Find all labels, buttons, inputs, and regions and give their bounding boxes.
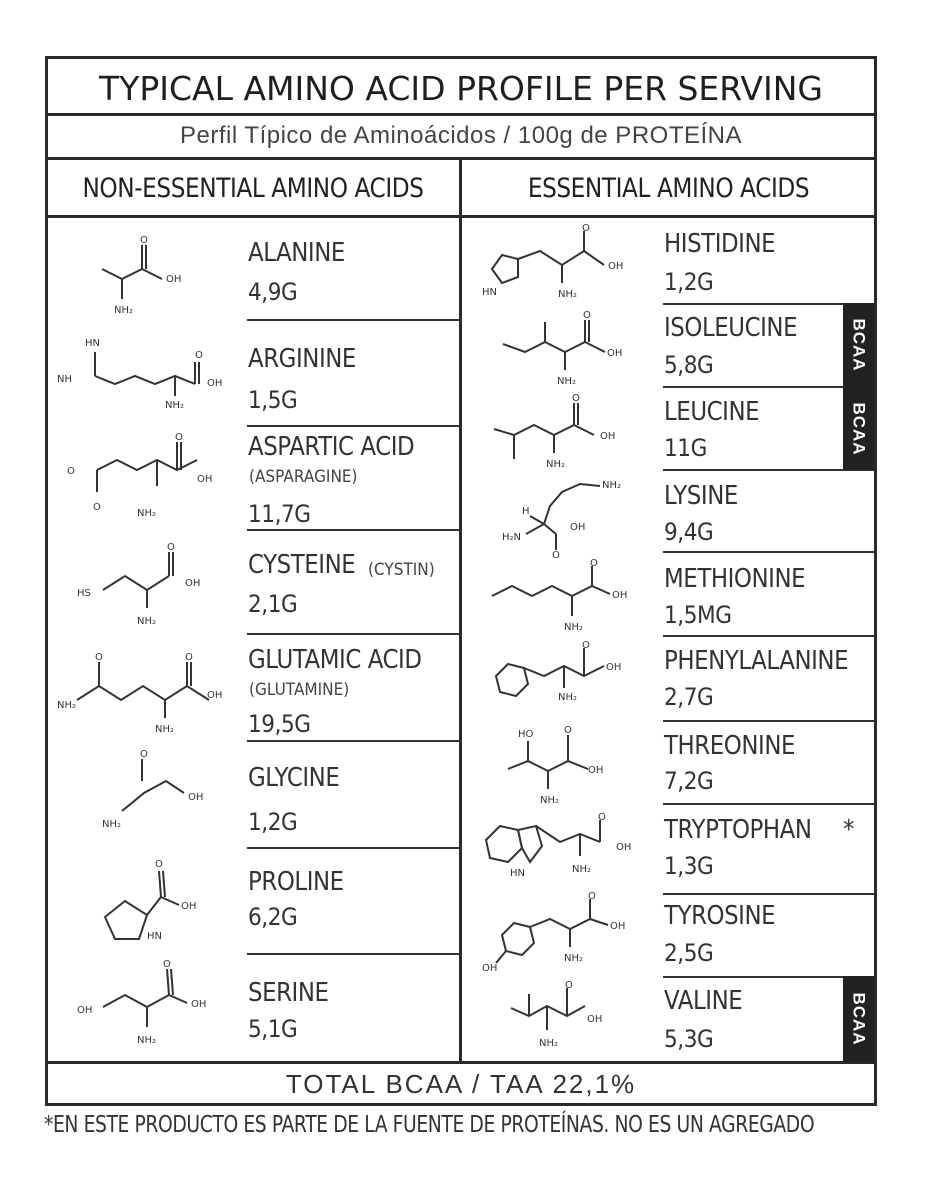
amino-value: 1,5MG (664, 601, 732, 629)
svg-text:O: O (140, 235, 148, 246)
svg-text:OH: OH (587, 1014, 603, 1025)
valine-structure-icon (505, 980, 640, 1060)
amino-subname: (CYSTIN) (368, 560, 435, 580)
svg-text:NH₂: NH₂ (558, 692, 578, 703)
svg-text:OH: OH (612, 590, 628, 601)
leucine-structure-icon (488, 393, 643, 471)
row-divider (247, 847, 459, 849)
svg-text:OH: OH (588, 765, 604, 776)
svg-text:OH: OH (600, 431, 616, 442)
svg-text:OH: OH (166, 274, 182, 285)
tryptophan-structure-icon (480, 812, 645, 892)
svg-text:O: O (67, 466, 75, 477)
amino-value: 6,2G (248, 903, 298, 931)
svg-text:HN: HN (85, 338, 100, 349)
amino-subname: (GLUTAMINE) (249, 680, 350, 700)
svg-text:NH₂: NH₂ (114, 305, 134, 316)
amino-name: SERINE (248, 978, 329, 1008)
svg-text:H₂N: H₂N (502, 532, 522, 543)
svg-text:O: O (155, 859, 163, 870)
svg-text:NH₂: NH₂ (546, 459, 566, 470)
amino-value: 1,3G (664, 852, 714, 880)
svg-text:NH₂: NH₂ (557, 376, 577, 387)
svg-text:O: O (564, 725, 572, 736)
proline-structure-icon (85, 855, 215, 950)
row-divider (663, 803, 874, 805)
svg-text:OH: OH (185, 578, 201, 589)
amino-name: THREONINE (664, 731, 796, 761)
amino-name: ISOLEUCINE (664, 313, 798, 343)
amino-value: 9,4G (664, 518, 714, 546)
row-divider (663, 386, 843, 388)
svg-text:H: H (522, 506, 530, 517)
svg-text:NH₂: NH₂ (155, 724, 175, 735)
essential-heading: ESSENTIAL AMINO ACIDS (527, 172, 810, 204)
column-divider (459, 157, 462, 1062)
total-bcaa: TOTAL BCAA / TAA 22,1% (285, 1068, 637, 1099)
amino-value: 2,5G (664, 939, 714, 967)
aspartic-acid-structure-icon (65, 430, 225, 520)
amino-value: 5,8G (664, 351, 714, 379)
svg-text:OH: OH (181, 901, 197, 912)
serine-structure-icon (75, 955, 225, 1050)
amino-name: ARGININE (248, 344, 356, 374)
bcaa-badge-isoleucine: BCAA (843, 303, 874, 387)
svg-text:NH₂: NH₂ (102, 819, 122, 830)
alanine-structure-icon (90, 233, 200, 318)
row-divider (247, 740, 459, 742)
svg-text:OH: OH (610, 921, 626, 932)
footnote-asterisk: * (843, 815, 854, 845)
histidine-structure-icon (480, 225, 640, 303)
svg-text:HS: HS (77, 588, 91, 599)
svg-text:OH: OH (616, 842, 632, 853)
amino-value: 11,7G (248, 500, 311, 528)
row-divider (247, 425, 459, 427)
amino-name: LEUCINE (664, 397, 760, 427)
amino-name: METHIONINE (664, 564, 806, 594)
row-divider (663, 635, 874, 637)
svg-text:OH: OH (77, 1005, 93, 1016)
svg-text:O: O (95, 652, 103, 663)
amino-value: 7,2G (664, 767, 714, 795)
amino-value: 11G (664, 434, 707, 462)
row-divider (247, 319, 459, 321)
svg-text:OH: OH (197, 474, 213, 485)
svg-text:O: O (167, 542, 175, 553)
amino-value: 2,1G (248, 590, 298, 618)
page-subtitle: Perfil Típico de Aminoácidos / 100g de PROTEÍNA (180, 122, 742, 149)
amino-subname: (ASPARAGINE) (249, 467, 358, 487)
svg-text:O: O (588, 891, 596, 902)
svg-text:OH: OH (608, 261, 624, 272)
amino-name: GLUTAMIC ACID (248, 645, 422, 675)
row-divider (663, 976, 843, 978)
page-title: TYPICAL AMINO ACID PROFILE PER SERVING (99, 68, 823, 108)
svg-text:O: O (175, 432, 183, 443)
svg-text:NH₂: NH₂ (137, 508, 157, 519)
svg-text:O: O (552, 550, 560, 561)
amino-name: ALANINE (248, 238, 345, 268)
row-divider (663, 551, 874, 553)
bcaa-badge-leucine: BCAA (843, 387, 874, 470)
non-essential-heading: NON-ESSENTIAL AMINO ACIDS (82, 172, 424, 204)
bcaa-badge-valine: BCAA (843, 976, 874, 1062)
svg-text:O: O (163, 959, 171, 970)
amino-name: HISTIDINE (664, 229, 776, 259)
svg-text:HN: HN (510, 868, 525, 879)
cysteine-structure-icon (75, 540, 225, 630)
svg-text:O: O (582, 223, 590, 234)
footnote: *EN ESTE PRODUCTO ES PARTE DE LA FUENTE DE PROTEÍNAS. NO ES UN AGREGADO (44, 1112, 815, 1138)
svg-text:NH₂: NH₂ (558, 289, 578, 300)
row-divider (663, 893, 874, 895)
svg-text:O: O (598, 812, 606, 823)
svg-text:OH: OH (607, 348, 623, 359)
amino-name: GLYCINE (248, 763, 340, 793)
methionine-structure-icon (488, 560, 638, 638)
amino-name: VALINE (664, 986, 743, 1016)
svg-text:OH: OH (207, 690, 223, 701)
svg-text:O: O (565, 980, 573, 991)
glycine-structure-icon (100, 745, 210, 840)
svg-text:NH₂: NH₂ (540, 795, 560, 806)
amino-name: ASPARTIC ACID (248, 432, 415, 462)
svg-text:O: O (195, 350, 203, 361)
amino-value: 2,7G (664, 683, 714, 711)
amino-value: 1,5G (248, 386, 298, 414)
amino-value: 19,5G (248, 710, 311, 738)
svg-text:OH: OH (606, 662, 622, 673)
amino-name: TRYPTOPHAN (664, 815, 812, 845)
svg-text:OH: OH (188, 792, 204, 803)
svg-text:HO: HO (518, 729, 534, 740)
amino-name: PHENYLALANINE (664, 646, 849, 676)
svg-text:O: O (93, 502, 101, 513)
svg-text:O: O (590, 558, 598, 569)
amino-name: CYSTEINE (248, 550, 356, 580)
svg-text:NH₂: NH₂ (165, 400, 185, 411)
svg-text:O: O (185, 652, 193, 663)
svg-text:OH: OH (482, 963, 498, 974)
svg-text:NH₂: NH₂ (564, 953, 584, 964)
svg-text:OH: OH (207, 378, 223, 389)
amino-value: 1,2G (248, 808, 298, 836)
svg-text:NH₂: NH₂ (602, 480, 622, 491)
threonine-structure-icon (500, 723, 645, 808)
row-divider (247, 953, 459, 955)
svg-text:OH: OH (191, 999, 207, 1010)
glutamic-acid-structure-icon (55, 650, 235, 740)
row-divider (247, 529, 459, 531)
svg-text:O: O (140, 749, 148, 760)
amino-value: 5,3G (664, 1025, 714, 1053)
svg-text:NH₂: NH₂ (572, 864, 592, 875)
svg-text:O: O (582, 640, 590, 651)
amino-name: PROLINE (248, 867, 344, 897)
svg-text:NH₂: NH₂ (137, 1035, 157, 1046)
amino-name: TYROSINE (664, 901, 776, 931)
isoleucine-structure-icon (495, 310, 640, 388)
svg-text:NH₂: NH₂ (57, 700, 77, 711)
svg-text:NH₂: NH₂ (539, 1038, 559, 1049)
phenylalanine-structure-icon (488, 640, 643, 720)
tyrosine-structure-icon (480, 891, 645, 975)
row-divider (247, 633, 459, 635)
amino-value: 4,9G (248, 278, 298, 306)
svg-text:HN: HN (482, 287, 497, 298)
svg-text:O: O (583, 310, 591, 321)
lysine-structure-icon (500, 474, 645, 559)
svg-text:HN: HN (147, 931, 162, 942)
svg-text:NH₂: NH₂ (137, 616, 157, 627)
svg-text:O: O (572, 393, 580, 404)
amino-value: 5,1G (248, 1015, 298, 1043)
svg-text:OH: OH (570, 522, 586, 533)
svg-text:NH₂: NH₂ (564, 622, 584, 633)
svg-text:NH: NH (57, 374, 72, 385)
row-divider (663, 720, 874, 722)
amino-name: LYSINE (664, 481, 738, 511)
arginine-structure-icon (55, 336, 240, 416)
amino-value: 1,2G (664, 268, 714, 296)
